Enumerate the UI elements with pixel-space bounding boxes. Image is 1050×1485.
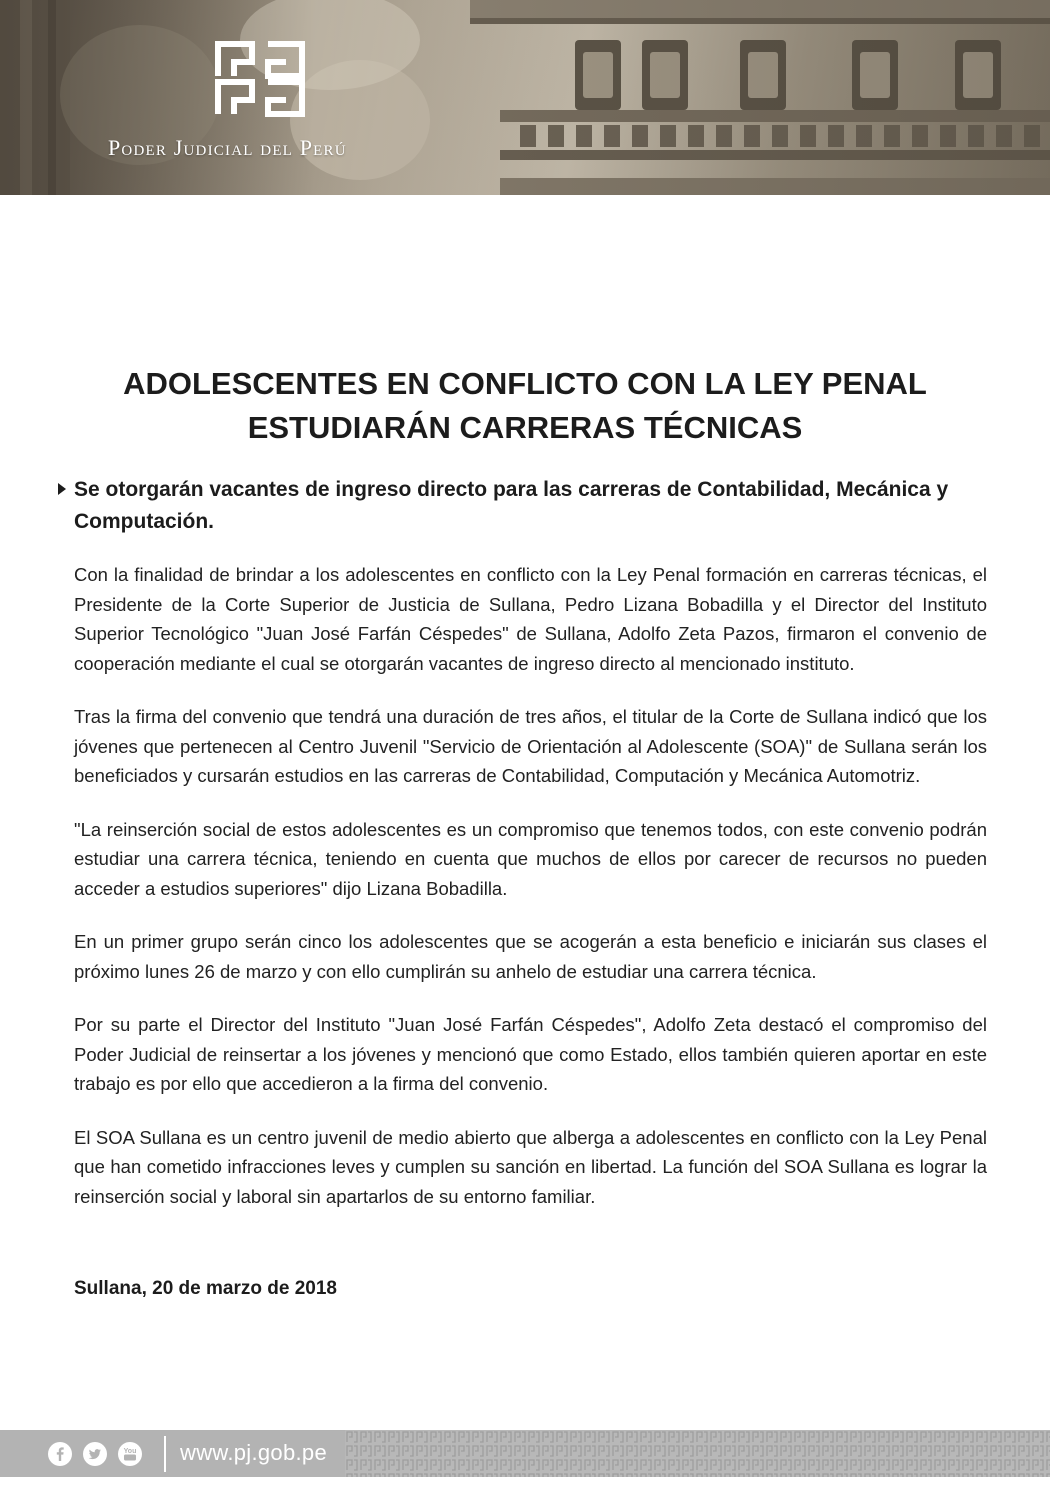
title-line-1: ADOLESCENTES EN CONFLICTO CON LA LEY PENAL <box>123 366 927 401</box>
twitter-icon[interactable] <box>83 1442 107 1466</box>
article-title <box>60 362 990 450</box>
article-subtitle: Se otorgarán vacantes de ingreso directo para las carreras de Contabilidad, Mecánica y Computación. <box>74 478 949 533</box>
footer-divider <box>164 1436 166 1472</box>
youtube-icon[interactable] <box>118 1442 142 1466</box>
title-line-2: ESTUDIARÁN CARRERAS TÉCNICAS <box>247 410 803 445</box>
paragraph: El SOA Sullana es un centro juvenil de medio abierto que alberga a adolescentes en conflicto con la Ley Penal que han cometido infracciones leves y cumplen su sanción en libertad. La función del SOA Sullana es lograr la reinserción social y laboral sin apartarlos de su entorno familiar. <box>74 1126 987 1207</box>
architecture-photo <box>0 0 1050 195</box>
youtube-label: You <box>123 1448 137 1455</box>
header-banner <box>0 0 1050 195</box>
dateline: Sullana, 20 de marzo de 2018 <box>74 1278 337 1299</box>
footer-bar <box>0 1430 1050 1477</box>
footer-pattern <box>345 1430 1050 1477</box>
article-body <box>74 560 987 1235</box>
website-link[interactable]: www.pj.gob.pe <box>180 1440 327 1465</box>
pj-monogram-icon <box>212 38 308 120</box>
paragraph: Con la finalidad de brindar a los adolescentes en conflicto con la Ley Penal formación en carreras técnicas, el Presidente de la Corte Superior de Justicia de Sullana, Pedro Lizana Bobadilla y el Director del Instituto Superior Tecnológico "Juan José Farfán Céspedes" de Sullana, Adolfo Zeta Pazos, firmaron el convenio de cooperación mediante el cual se otorgarán vacantes de ingreso directo al mencionado instituto. <box>74 564 987 674</box>
paragraph: Tras la firma del convenio que tendrá una duración de tres años, el titular de la Corte de Sullana indicó que los jóvenes que pertenecen al Centro Juvenil "Servicio de Orientación al Adolescente (SOA)" de Sullana serán los beneficiados y cursarán estudios en las carreras de Contabilidad, Computación y Mecánica Automotriz. <box>74 706 987 786</box>
paragraph: Por su parte el Director del Instituto "Juan José Farfán Céspedes", Adolfo Zeta destacó el compromiso del Poder Judicial de reinsertar a los jóvenes y mencionó que como Estado, ellos también quieren aportar en este trabajo es por ello que accedieron a la firma del convenio. <box>74 1014 987 1094</box>
bullet-triangle-icon <box>58 483 66 495</box>
organization-name: Poder Judicial del Perú <box>108 135 347 160</box>
paragraph: "La reinserción social de estos adolescentes es un compromiso que tenemos todos, con este convenio podrán estudiar una carrera técnica, teniendo en cuenta que muchos de ellos por carecer de recursos no pueden acceder a estudios superiores" dijo Lizana Bobadilla. <box>74 818 987 899</box>
facebook-icon[interactable] <box>48 1442 72 1466</box>
paragraph: En un primer grupo serán cinco los adolescentes que se acogerán a esta beneficio e iniciarán sus clases el próximo lunes 26 de marzo y con ello cumplirán su anhelo de estudiar una carrera técnica. <box>74 931 987 982</box>
